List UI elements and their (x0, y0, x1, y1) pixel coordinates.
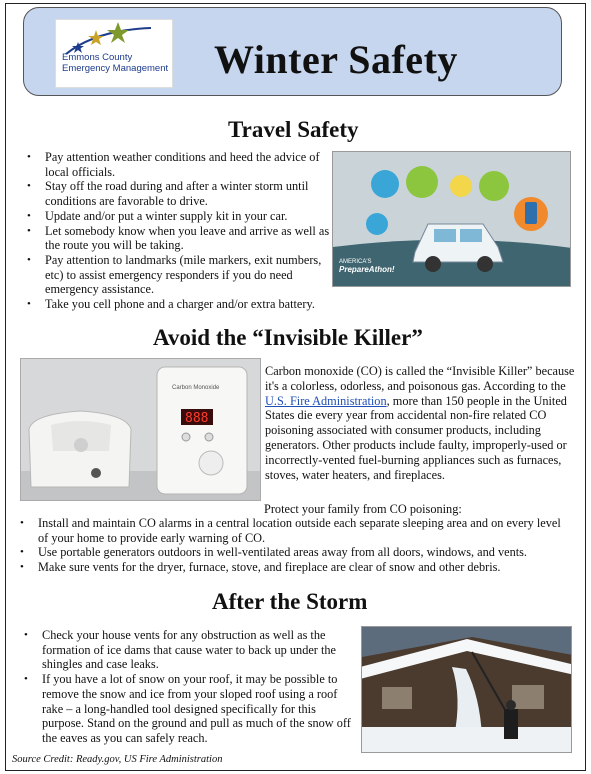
list-item: • Install and maintain CO alarms in a central location outside each separate sleeping area and on every level of your home to provide early warning of CO. (20, 516, 573, 545)
co-description: Carbon monoxide (CO) is called the “Invisible Killer” because it's a colorless, odorless, and poisonous gas. According to the U.S. Fire Administration, more than 150 people in the United States die every year from accidental non-fire related CO poisoning associated with consumer products, including generators. Other products include faulty, improperly-used or incorrectly-vented fuel-burning appliances such as furnaces, stoves, water heaters, and fireplaces. (265, 364, 575, 482)
list-item: • Take you cell phone and a charger and/or extra battery. (27, 297, 330, 312)
co-detector-photo (20, 358, 261, 501)
prepareathon-logo: AMERICA'S PrepareAthon! (339, 259, 395, 274)
after-storm-list (24, 628, 359, 746)
list-item: • Make sure vents for the dryer, furnace, stove, and fireplace are clear of snow and other debris. (20, 560, 573, 575)
list-item: • Let somebody know when you leave and arrive as well as the route you will be taking. (27, 224, 330, 253)
logo-line-1: Emmons County (62, 52, 133, 63)
travel-safety-heading: Travel Safety (228, 117, 359, 142)
detector-label: Carbon Monoxide (172, 385, 220, 391)
list-item: • Pay attention weather conditions and heed the advice of local officials. (27, 150, 330, 179)
page-title: Winter Safety (214, 37, 458, 82)
list-item: • Update and/or put a winter supply kit in your car. (27, 209, 330, 224)
detector-display: 888 (185, 411, 209, 426)
travel-illustration (332, 151, 571, 287)
travel-safety-list (27, 150, 330, 312)
list-item: • Pay attention to landmarks (mile markers, exit numbers, etc) to assist emergency responders if you do need emergency assistance. (27, 253, 330, 297)
co-protection-list (20, 516, 573, 575)
logo-line-2: Emergency Management (62, 63, 169, 74)
after-storm-heading: After the Storm (212, 589, 368, 614)
protect-intro: Protect your family from CO poisoning: (264, 502, 462, 516)
co-detector-image (21, 359, 261, 501)
source-credit: Source Credit: Ready.gov, US Fire Administration (12, 754, 223, 765)
header-banner (23, 7, 562, 96)
emmons-county-logo (55, 19, 173, 88)
list-item: • Stay off the road during and after a winter storm until conditions are favorable to drive. (27, 179, 330, 208)
list-item: • Use portable generators outdoors in well-ventilated areas away from all doors, windows, and vents. (20, 545, 573, 560)
invisible-killer-heading: Avoid the “Invisible Killer” (153, 325, 423, 350)
us-fire-administration-link[interactable]: U.S. Fire Administration (265, 393, 387, 408)
snow-house-image (362, 627, 572, 753)
list-item: • Check your house vents for any obstruction as well as the formation of ice dams that cause water to back up under the shingles and case leaks. (24, 628, 359, 672)
list-item: • If you have a lot of snow on your roof, it may be possible to remove the snow and ice from your sloped roof using a roof rake – a long-handled tool designed specifically for this purpose. Stand on the ground and pull as much of the snow off the eaves as you can safely reach. (24, 672, 359, 746)
roof-rake-photo (361, 626, 572, 753)
